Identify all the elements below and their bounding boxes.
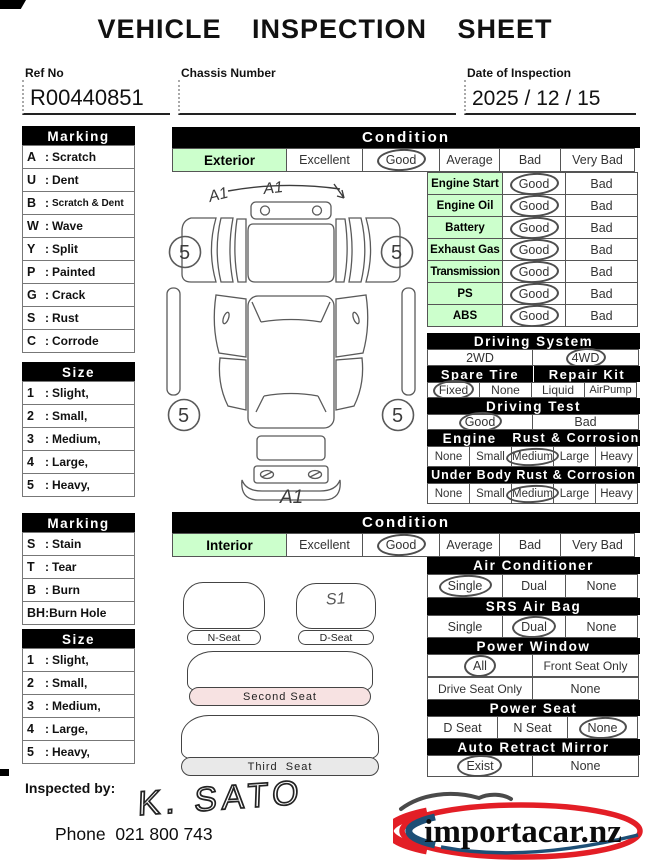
- interior-marking-legend-title: Marking: [22, 513, 135, 533]
- third-seat-back: [181, 715, 379, 759]
- arm-none: None: [532, 755, 639, 777]
- inspected-by-label: Inspected by:: [25, 780, 116, 796]
- legend-item: C : Corrode: [22, 329, 135, 353]
- interior-condition-row: [172, 533, 640, 557]
- arm-exist: Exist: [427, 755, 533, 777]
- legend-item: 5 : Heavy,: [22, 740, 135, 764]
- engine-rust-row: [427, 446, 640, 467]
- engine-rust-large: Large: [553, 446, 596, 467]
- pw-drive-seat-only: Drive Seat Only: [427, 677, 533, 700]
- legend-item: 3 : Medium,: [22, 694, 135, 718]
- underbody-rust-none: None: [427, 483, 470, 504]
- check-bad: Bad: [565, 304, 638, 327]
- engine-rust-small: Small: [469, 446, 512, 467]
- chassis-number-label: Chassis Number: [181, 66, 276, 80]
- check-bad: Bad: [565, 238, 638, 261]
- spare-tire-none: None: [479, 382, 532, 398]
- legend-item: T : Tear: [22, 555, 135, 579]
- interior-option-excellent: Excellent: [286, 533, 363, 557]
- ac-dual: Dual: [502, 574, 566, 598]
- driving-system-row: [427, 349, 640, 366]
- underbody-rust-header: Under Body Rust & Corrosion: [427, 467, 640, 483]
- legend-item: BH : Burn Hole: [22, 601, 135, 625]
- driving-test-good: Good: [427, 414, 533, 430]
- srs-none: None: [565, 615, 638, 638]
- power-seat-header: Power Seat: [427, 700, 640, 716]
- interior-size-legend: [22, 649, 135, 764]
- underbody-rust-large: Large: [553, 483, 596, 504]
- check-label: PS: [427, 282, 503, 305]
- spare-tire-header: Spare Tire: [427, 366, 533, 382]
- svg-text:K. SATO: K. SATO: [137, 773, 305, 824]
- srs-dual: Dual: [502, 615, 566, 638]
- n-seat-label: N-Seat: [187, 630, 261, 645]
- second-seat-back: [187, 651, 373, 691]
- n-seat-shape: [183, 582, 265, 629]
- exterior-condition-header: Condition: [172, 127, 640, 148]
- legend-item: A : Scratch: [22, 145, 135, 169]
- exterior-option-good: Good: [362, 148, 440, 172]
- check-label: Transmission: [427, 260, 503, 283]
- ref-no-label: Ref No: [25, 66, 64, 80]
- importacar-logo: [393, 781, 645, 861]
- legend-item: U : Dent: [22, 168, 135, 192]
- driving-system-2wd: 2WD: [427, 349, 533, 366]
- third-seat-cushion: Third Seat: [181, 757, 379, 776]
- wheel-mark: 5: [178, 405, 190, 427]
- legend-item: 2 : Small,: [22, 404, 135, 428]
- underbody-rust-heavy: Heavy: [595, 483, 638, 504]
- check-label: Exhaust Gas: [427, 238, 503, 261]
- repair-kit-airpump: AirPump: [584, 382, 637, 398]
- wheel-mark: 5: [179, 242, 191, 264]
- check-row: [427, 304, 640, 327]
- inspector-signature: [130, 773, 340, 829]
- driving-system-4wd: 4WD: [532, 349, 639, 366]
- damage-annotation: A1: [206, 184, 230, 206]
- ac-none: None: [565, 574, 638, 598]
- exterior-option-bad: Bad: [499, 148, 561, 172]
- ac-single: Single: [427, 574, 503, 598]
- driving-test-bad: Bad: [532, 414, 639, 430]
- pw-none: None: [532, 677, 639, 700]
- legend-item: 1 : Slight,: [22, 381, 135, 405]
- check-row: [427, 194, 640, 217]
- engine-rust-medium: Medium: [511, 446, 554, 467]
- chassis-number-field: [178, 80, 456, 115]
- exterior-option-average: Average: [439, 148, 500, 172]
- check-good: Good: [502, 260, 566, 283]
- engine-rust-none: None: [427, 446, 470, 467]
- exterior-condition-label: Exterior: [172, 148, 287, 172]
- pw-all: All: [427, 654, 533, 677]
- second-seat-cushion: Second Seat: [189, 687, 371, 706]
- spare-tire-fixed: Fixed: [427, 382, 480, 398]
- check-row: [427, 238, 640, 261]
- legend-item: S : Rust: [22, 306, 135, 330]
- power-window-row-2: [427, 677, 640, 700]
- legend-item: 2 : Small,: [22, 671, 135, 695]
- driving-system-header: Driving System: [427, 333, 640, 349]
- wheel-mark: 5: [392, 405, 404, 427]
- legend-item: P : Painted: [22, 260, 135, 284]
- check-good: Good: [502, 282, 566, 305]
- interior-condition-header: Condition: [172, 512, 640, 533]
- date-of-inspection-field: [464, 80, 636, 115]
- exterior-size-legend-title: Size: [22, 362, 135, 382]
- spare-repair-header: [427, 366, 640, 382]
- check-bad: Bad: [565, 216, 638, 239]
- ref-no-field: [22, 80, 170, 115]
- interior-condition-label: Interior: [172, 533, 287, 557]
- legend-item: 4 : Large,: [22, 450, 135, 474]
- interior-option-average: Average: [439, 533, 500, 557]
- repair-kit-liquid: Liquid: [531, 382, 585, 398]
- date-of-inspection-value: 2025 / 12 / 15: [472, 87, 601, 110]
- ref-no-value: R00440851: [30, 85, 144, 110]
- interior-option-good: Good: [362, 533, 440, 557]
- power-window-header: Power Window: [427, 638, 640, 654]
- mechanical-checks-table: [427, 172, 640, 327]
- ps-d-seat: D Seat: [427, 716, 498, 739]
- spare-repair-row: [427, 382, 640, 398]
- d-seat-label: D-Seat: [298, 630, 374, 645]
- driving-test-row: [427, 414, 640, 430]
- underbody-rust-small: Small: [469, 483, 512, 504]
- legend-item: 5 : Heavy,: [22, 473, 135, 497]
- legend-item: S : Stain: [22, 532, 135, 556]
- exterior-marking-legend: [22, 146, 135, 353]
- logo-text: importacar.nz: [424, 814, 622, 850]
- check-row: [427, 172, 640, 195]
- damage-annotation: A1: [280, 487, 304, 508]
- legend-item: 3 : Medium,: [22, 427, 135, 451]
- phone-number: Phone 021 800 743: [55, 824, 213, 844]
- power-seat-row: [427, 716, 640, 739]
- exterior-size-legend: [22, 382, 135, 497]
- engine-rust-header: Engine Rust & Corrosion: [427, 430, 640, 446]
- d-seat-mark: S1: [325, 590, 347, 609]
- legend-item: 4 : Large,: [22, 717, 135, 741]
- check-bad: Bad: [565, 194, 638, 217]
- check-bad: Bad: [565, 282, 638, 305]
- pw-front-seat-only: Front Seat Only: [532, 654, 639, 677]
- check-good: Good: [502, 194, 566, 217]
- legend-item: 1 : Slight,: [22, 648, 135, 672]
- exterior-marking-legend-title: Marking: [22, 126, 135, 146]
- ps-n-seat: N Seat: [497, 716, 568, 739]
- check-label: Engine Start: [427, 172, 503, 195]
- check-good: Good: [502, 216, 566, 239]
- srs-air-bag-header: SRS Air Bag: [427, 598, 640, 615]
- interior-marking-legend: [22, 533, 135, 625]
- check-good: Good: [502, 238, 566, 261]
- air-conditioner-header: Air Conditioner: [427, 557, 640, 574]
- legend-item: W : Wave: [22, 214, 135, 238]
- scan-mark-left: [0, 769, 9, 776]
- auto-retract-mirror-header: Auto Retract Mirror: [427, 739, 640, 755]
- legend-item: G : Crack: [22, 283, 135, 307]
- air-conditioner-row: [427, 574, 640, 598]
- underbody-rust-row: [427, 483, 640, 504]
- date-of-inspection-label: Date of Inspection: [467, 66, 572, 80]
- driving-test-header: Driving Test: [427, 398, 640, 414]
- exterior-option-excellent: Excellent: [286, 148, 363, 172]
- exterior-option-very-bad: Very Bad: [560, 148, 635, 172]
- interior-size-legend-title: Size: [22, 629, 135, 649]
- repair-kit-header: Repair Kit: [533, 366, 640, 382]
- engine-rust-heavy: Heavy: [595, 446, 638, 467]
- wheel-mark: 5: [391, 242, 403, 264]
- srs-air-bag-row: [427, 615, 640, 638]
- check-row: [427, 282, 640, 305]
- check-label: ABS: [427, 304, 503, 327]
- check-label: Battery: [427, 216, 503, 239]
- legend-item: Y : Split: [22, 237, 135, 261]
- damage-annotation: A1: [262, 179, 284, 198]
- power-window-row-1: [427, 654, 640, 677]
- check-good: Good: [502, 304, 566, 327]
- car-damage-diagram: [158, 168, 424, 508]
- check-bad: Bad: [565, 260, 638, 283]
- ps-none: None: [567, 716, 638, 739]
- legend-item: B : Scratch & Dent: [22, 191, 135, 215]
- page-title: VEHICLE INSPECTION SHEET: [97, 14, 553, 44]
- check-row: [427, 216, 640, 239]
- underbody-rust-medium: Medium: [511, 483, 554, 504]
- check-row: [427, 260, 640, 283]
- check-bad: Bad: [565, 172, 638, 195]
- auto-retract-mirror-row: [427, 755, 640, 777]
- check-label: Engine Oil: [427, 194, 503, 217]
- srs-single: Single: [427, 615, 503, 638]
- scan-mark-top-left: [0, 0, 26, 9]
- legend-item: B : Burn: [22, 578, 135, 602]
- interior-option-bad: Bad: [499, 533, 561, 557]
- check-good: Good: [502, 172, 566, 195]
- interior-option-very-bad: Very Bad: [560, 533, 635, 557]
